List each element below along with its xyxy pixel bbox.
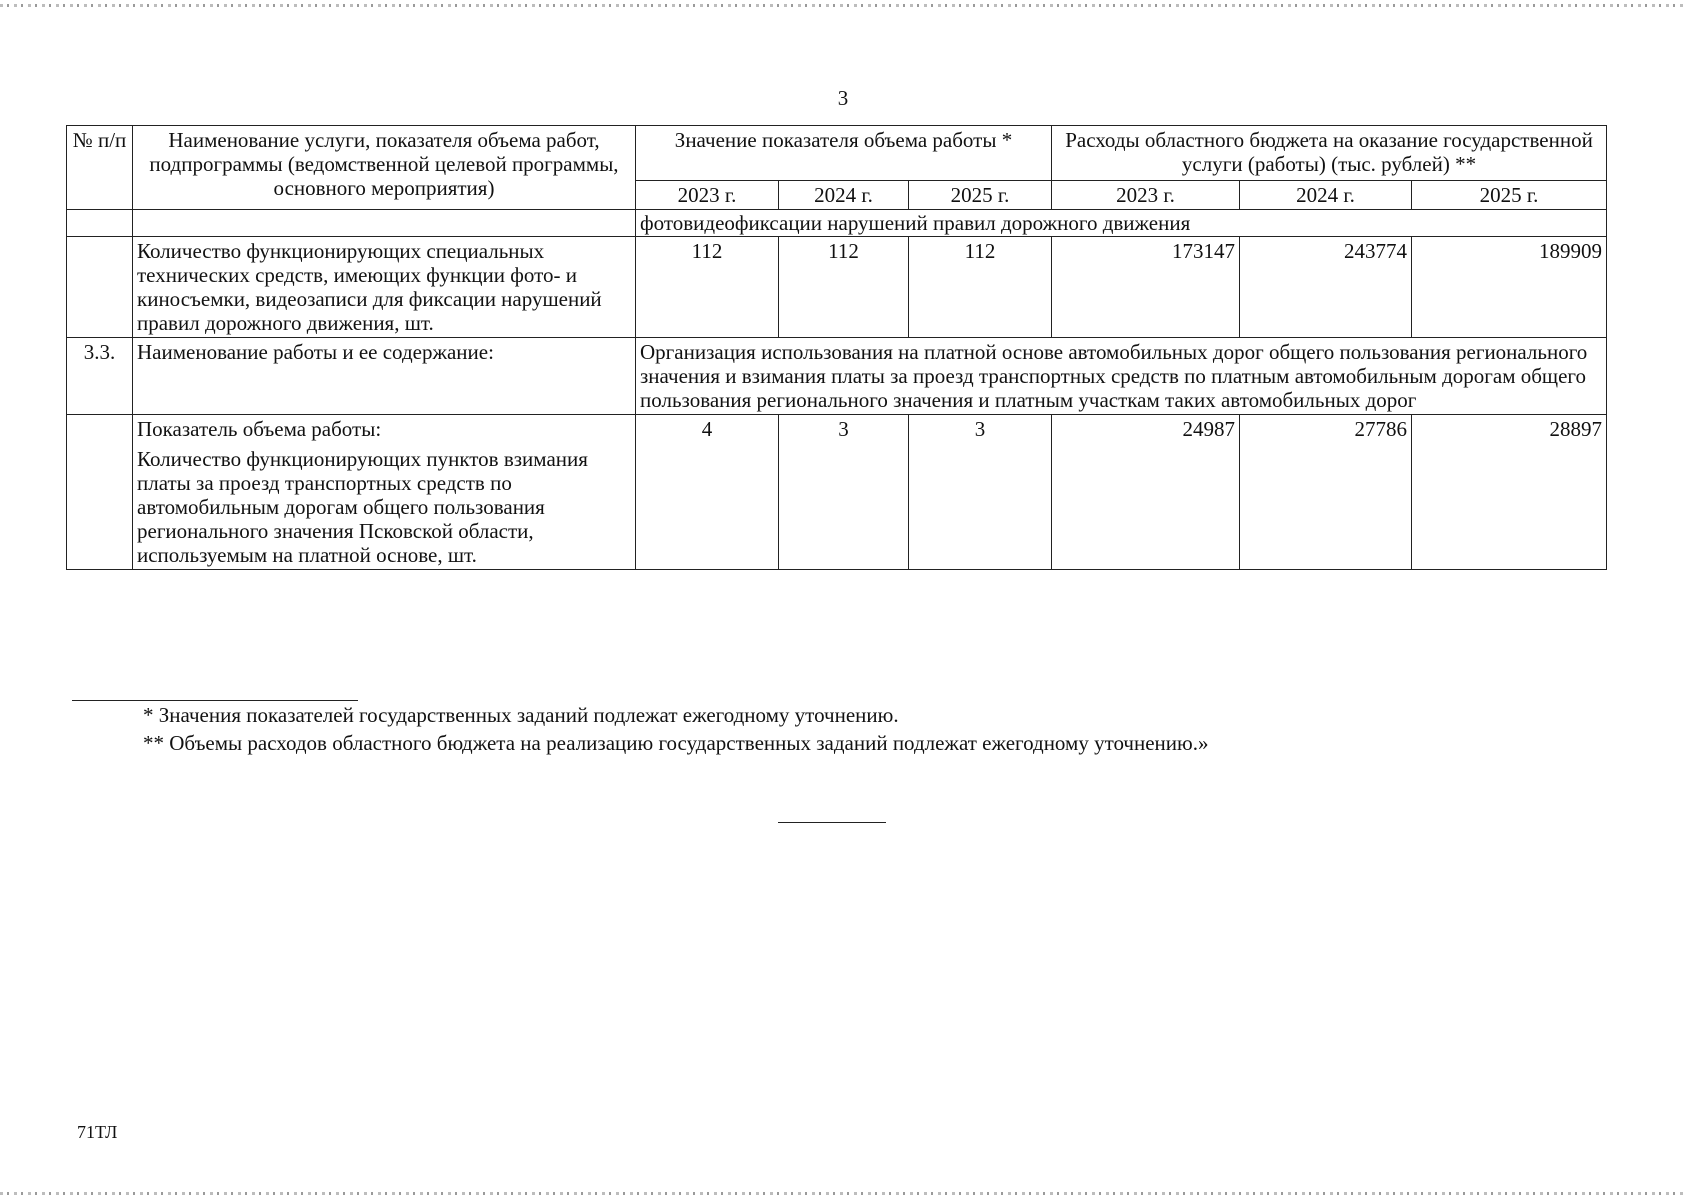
header-volume-group: Значение показателя объема работы * [636,126,1052,181]
cameras-expense-2023: 173147 [1052,237,1240,338]
toll-volume-2023: 4 [636,415,779,570]
toll-expense-2025: 28897 [1412,415,1607,570]
header-expense-year: 2024 г. [1240,181,1412,210]
cameras-expense-2024: 243774 [1240,237,1412,338]
table-row-toll [67,415,1607,570]
continuation-row [67,210,1607,237]
table-row-cameras [67,237,1607,338]
cameras-name: Количество функционирующих специальных технических средств, имеющих функции фото- и киносъемки, видеозаписи для фиксации нарушений правил дорожного движения, шт. [133,237,636,338]
header-expense-group: Расходы областного бюджета на оказание государственной услуги (работы) (тыс. рублей) ** [1052,126,1607,181]
header-row-1 [67,126,1607,181]
toll-expense-2024: 27786 [1240,415,1412,570]
toll-indicator-label: Показатель объема работы: [137,417,382,441]
toll-name: Количество функционирующих пунктов взимания платы за проезд транспортных средств по автомобильным дорогам общего пользования регионального значения Псковской области, используемым на платной основе, шт. [137,447,588,567]
footnote-1: * Значения показателей государственных заданий подлежат ежегодному уточнению. [143,703,899,727]
cameras-volume-2025: 112 [909,237,1052,338]
toll-volume-2024: 3 [779,415,909,570]
footnote-2: ** Объемы расходов областного бюджета на реализацию государственных заданий подлежат ежегодному уточнению.» [143,731,1209,755]
header-volume-year: 2024 г. [779,181,909,210]
cameras-num-cell [67,237,133,338]
header-volume-year: 2023 г. [636,181,779,210]
cameras-volume-2024: 112 [779,237,909,338]
page-number: 3 [837,86,849,110]
work-3-3-num: 3.3. [67,338,133,415]
header-num: № п/п [67,126,133,210]
header-expense-year: 2023 г. [1052,181,1240,210]
toll-volume-2025: 3 [909,415,1052,570]
toll-name-cell [133,415,636,570]
header-volume-year: 2025 г. [909,181,1052,210]
header-name: Наименование услуги, показателя объема работ, подпрограммы (ведомственной целевой программы, основного мероприятия) [133,126,636,210]
continuation-name-cell [133,210,636,237]
document-code: 71ТЛ [77,1122,118,1142]
scan-edge-top [0,4,1686,7]
state-task-table [66,125,1607,570]
toll-expense-2023: 24987 [1052,415,1240,570]
cameras-volume-2023: 112 [636,237,779,338]
continuation-num-cell [67,210,133,237]
toll-num-cell [67,415,133,570]
work-3-3-description: Организация использования на платной основе автомобильных дорог общего пользования регионального значения и взимания платы за проезд транспортных средств по платным автомобильным дорогам общего пользования регионального значения и платным участкам таких автомобильных дорог [636,338,1607,415]
end-of-document-line [778,822,886,823]
work-3-3-label: Наименование работы и ее содержание: [133,338,636,415]
footnote-separator [72,700,358,701]
scan-edge-bottom [0,1192,1686,1195]
header-expense-year: 2025 г. [1412,181,1607,210]
table-row-work-3-3 [67,338,1607,415]
cameras-expense-2025: 189909 [1412,237,1607,338]
continuation-text: фотовидеофиксации нарушений правил дорожного движения [636,210,1607,237]
